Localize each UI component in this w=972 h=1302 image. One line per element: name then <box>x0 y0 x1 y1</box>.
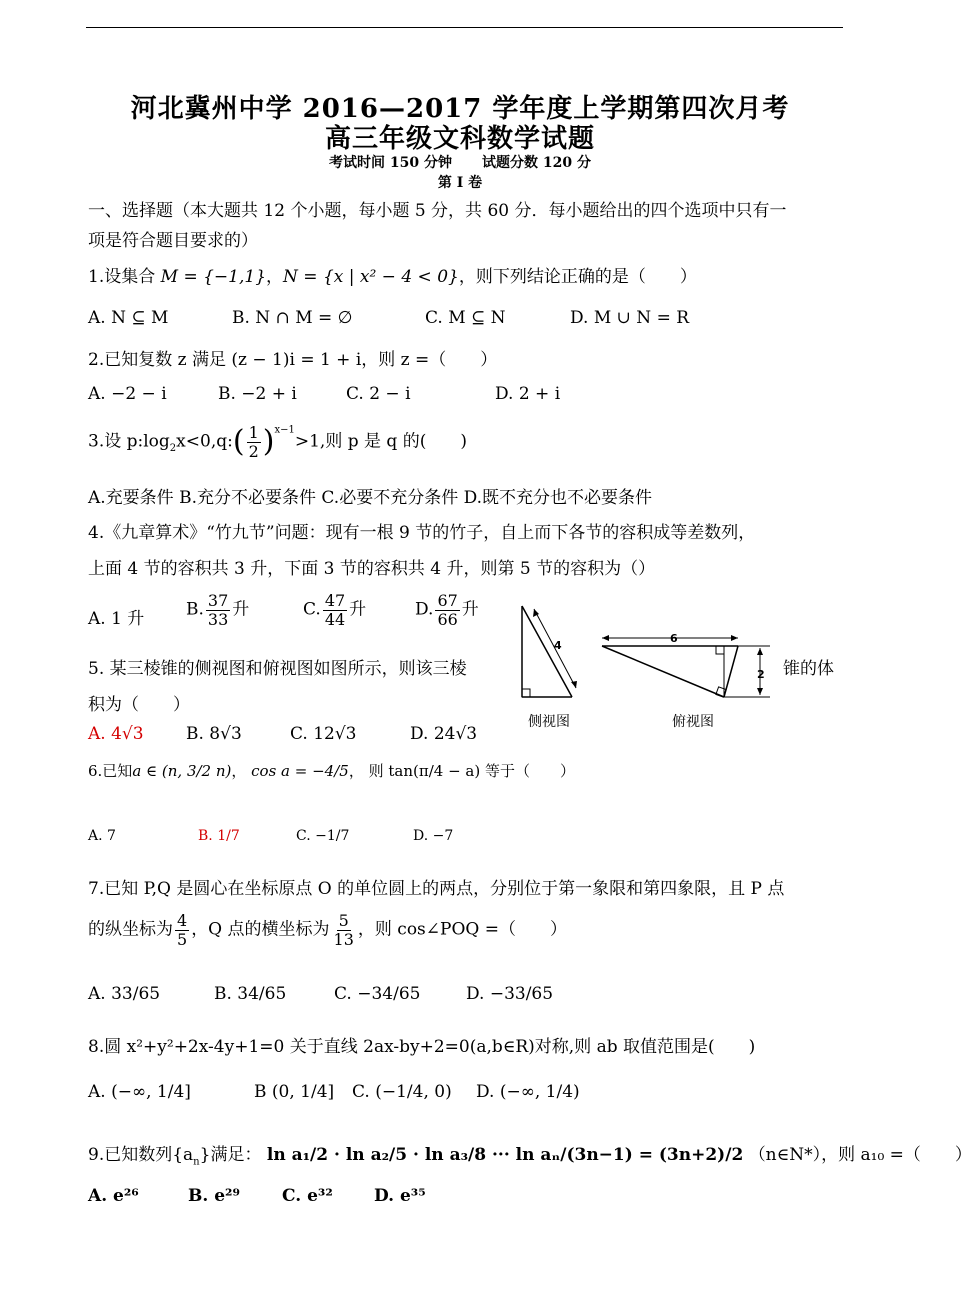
title-line-2: 高三年级文科数学试题 <box>324 124 595 154</box>
side-view-diagram <box>522 606 577 697</box>
q3-exponent: x−1 <box>274 424 295 436</box>
q5-option-b[interactable]: B. 8√3 <box>186 724 242 744</box>
q9-tail: （n∈N*），则 a₁₀ =（ ） <box>748 1145 972 1165</box>
q6-option-d[interactable]: D. −7 <box>413 828 454 844</box>
q7-option-b[interactable]: B. 34/65 <box>214 984 287 1004</box>
q1-set-m: M = {−1,1} <box>160 267 267 287</box>
q5-figure <box>510 600 800 735</box>
top-view-label: 俯视图 <box>672 714 714 730</box>
q4-line-1: 4.《九章算术》“竹九节”问题：现有一根 9 节的竹子，自上而下各节的容积成等差数列， <box>88 523 756 543</box>
q2-option-a[interactable]: A. −2 − i <box>88 384 167 404</box>
q1-option-d[interactable]: D. M ∪ N = R <box>570 308 690 328</box>
q4-option-b[interactable]: B. $\frac{37}{33}$ 升 <box>186 591 250 629</box>
q4-option-c[interactable]: C. $\frac{47}{44}$ 升 <box>303 591 367 629</box>
q5-line-1-left: 5. 某三棱锥的侧视图和俯视图如图所示，则该三棱 <box>88 659 467 679</box>
section-heading-2: 项是符合题目要求的） <box>88 231 258 251</box>
q1-option-c[interactable]: C. M ⊆ N <box>425 308 506 328</box>
q6-lead: 6.已知 <box>88 762 133 780</box>
q3-tail: >1,则 p 是 q 的( ) <box>294 431 467 452</box>
q9-option-a[interactable]: A. e²⁶ <box>88 1186 139 1206</box>
q1-option-b[interactable]: B. N ∩ M = ∅ <box>232 308 353 328</box>
q7-line-2: 的纵坐标为 $\frac{4}{5}$ ，Q 点的横坐标为 $\frac{5}{13}$ ，则 cos∠POQ =（ ） <box>88 911 567 949</box>
q4-option-d[interactable]: D. $\frac{67}{66}$ 升 <box>415 591 479 629</box>
q8-option-a[interactable]: A. (−∞, 1/4] <box>88 1082 191 1102</box>
q9-option-b[interactable]: B. e²⁹ <box>188 1186 240 1206</box>
q1-tail: ，则下列结论正确的是（ ） <box>458 267 697 287</box>
q3-lead: 3.设 p:log <box>88 431 170 452</box>
q5-option-c[interactable]: C. 12√3 <box>290 724 357 744</box>
q9-formula: ln a₁/2 · ln a₂/5 · ln a₃/8 ··· ln aₙ/(3n−1) = (3n+2)/2 <box>266 1145 744 1165</box>
q4-line-2: 上面 4 节的容积共 3 升，下面 3 节的容积共 4 升，则第 5 节的容积为（） <box>88 559 656 579</box>
q3-options[interactable]: A.充要条件 B.充分不必要条件 C.必要不充分条件 D.既不充分也不必要条件 <box>88 488 653 508</box>
section-heading-1: 一、选择题（本大题共 12 个小题，每小题 5 分，共 60 分．每小题给出的四个选项中只有一 <box>88 201 787 221</box>
q6-option-b[interactable]: B. 1/7 <box>198 828 240 844</box>
q3-fraction: $\frac{1}{2}$ <box>248 423 259 461</box>
title-line-1: 河北冀州中学 2016—2017 学年度上学期第四次月考 <box>130 94 790 124</box>
q5-option-a[interactable]: A. 4√3 <box>88 724 144 744</box>
q8-option-c[interactable]: C. (−1/4, 0) <box>352 1082 452 1102</box>
top-length-6-label: 6 <box>670 632 678 645</box>
q9-lead: 9.已知数列{a <box>88 1145 194 1165</box>
q6-ask: 则 tan(π/4 − a) 等于（ ） <box>368 762 575 780</box>
top-length-2-label: 2 <box>757 668 765 681</box>
q6-option-c[interactable]: C. −1/7 <box>296 828 350 844</box>
q9-option-c[interactable]: C. e³² <box>282 1186 333 1206</box>
question-1: 1.设集合 M = {−1,1}，N = {x | x² − 4 < 0}，则下列结论正确的是（ ） <box>88 267 697 287</box>
q7-option-d[interactable]: D. −33/65 <box>466 984 554 1004</box>
question-3: 3.设 $p:\log_2x<0,q$:( $\frac{1}{2}$ )$^{x-1}$>1,则 p 是 q 的( ) <box>88 423 467 461</box>
q5-line-1-right: 锥的体 <box>783 659 834 679</box>
q7-option-a[interactable]: A. 33/65 <box>88 984 161 1004</box>
side-length-label: 4 <box>554 639 562 652</box>
q1-set-n: N = {x | x² − 4 < 0} <box>283 267 459 287</box>
q2-option-b[interactable]: B. −2 + i <box>218 384 297 404</box>
q5-option-d[interactable]: D. 24√3 <box>410 724 478 744</box>
q1-option-a[interactable]: A. N ⊆ M <box>88 308 169 328</box>
q7-line-1: 7.已知 P,Q 是圆心在坐标原点 O 的单位圆上的两点，分别位于第一象限和第四象限，且 P 点 <box>88 879 785 899</box>
top-view-diagram <box>602 632 770 697</box>
q1-number: 1. <box>88 267 105 287</box>
q6-option-a[interactable]: A. 7 <box>88 828 116 844</box>
q9-option-d[interactable]: D. e³⁵ <box>374 1186 426 1206</box>
volume-label: 第 I 卷 <box>437 175 483 191</box>
q8-option-b[interactable]: B (0, 1/4] <box>254 1082 335 1102</box>
top-rule <box>86 27 843 28</box>
exam-time: 考试时间 150 分钟 <box>329 155 452 171</box>
question-8: 8.圆 x²+y²+2x-4y+1=0 关于直线 2ax-by+2=0(a,b∈R)对称,则 ab 取值范围是( ) <box>88 1037 756 1057</box>
exam-meta <box>0 152 920 172</box>
exam-score: 试题分数 120 分 <box>482 155 591 171</box>
question-6: 6.已知a ∈ (n, 3/2 n)， cos a = −4/5， 则 tan(π/4 − a) 等于（ ） <box>88 762 575 780</box>
q5-line-2: 积为（ ） <box>88 695 190 715</box>
question-9: 9.已知数列$\{a_n\}$满足： ln a₁/2 · ln a₂/5 · ln a₃/8 ··· ln aₙ/(3n−1) = (3n+2)/2 （n∈N*），则 a₁₀ =（ ） <box>88 1145 972 1168</box>
q3-mid: x<0,q: <box>176 431 233 452</box>
q2-option-d[interactable]: D. 2 + i <box>495 384 561 404</box>
q7-option-c[interactable]: C. −34/65 <box>334 984 421 1004</box>
q1-lead: 设集合 <box>104 267 156 287</box>
question-2: 2.已知复数 z 满足 (z − 1)i = 1 + i，则 z =（ ） <box>88 350 498 370</box>
q4-option-a[interactable]: A. 1 升 <box>88 609 145 629</box>
side-view-label: 侧视图 <box>528 714 570 730</box>
q6-condition: a ∈ (n, 3/2 n) <box>132 762 232 780</box>
q9-lead2: }满足： <box>199 1145 262 1165</box>
q6-cos: cos a = −4/5 <box>251 762 349 780</box>
q2-option-c[interactable]: C. 2 − i <box>346 384 411 404</box>
q8-option-d[interactable]: D. (−∞, 1/4) <box>476 1082 580 1102</box>
